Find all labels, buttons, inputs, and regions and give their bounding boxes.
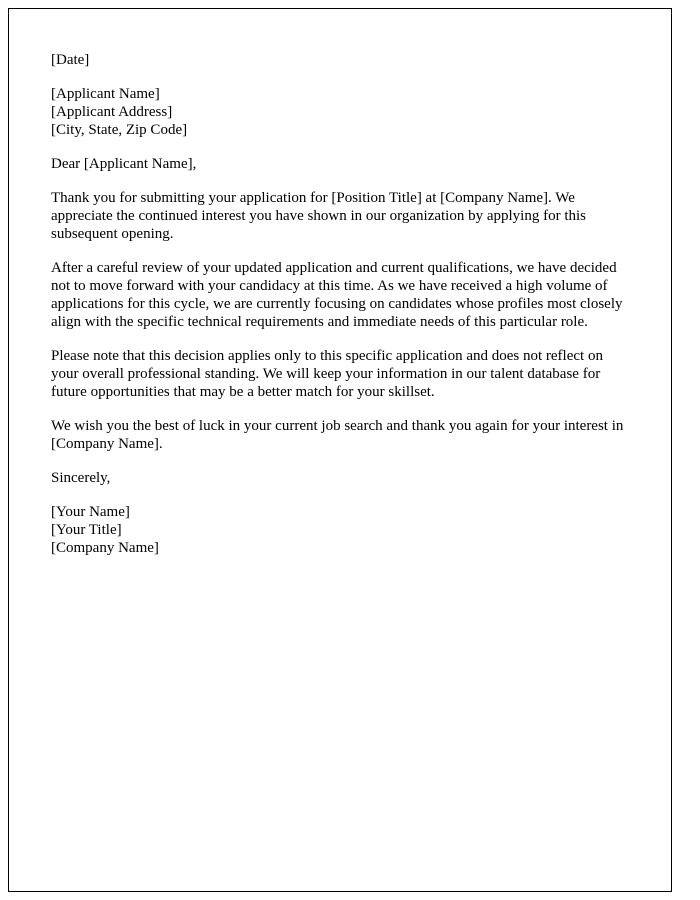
signature-title: [Your Title] bbox=[51, 522, 122, 538]
closing: Sincerely, bbox=[51, 470, 111, 486]
signature-company: [Company Name] bbox=[51, 540, 159, 556]
salutation-block bbox=[51, 155, 629, 173]
recipient-address: [Applicant Address] bbox=[51, 104, 173, 120]
closing-block bbox=[51, 469, 629, 487]
recipient-name: [Applicant Name] bbox=[51, 86, 160, 102]
signature-name: [Your Name] bbox=[51, 504, 130, 520]
paragraph-decision: After a careful review of your updated application and current qualifications, we have decided not to move forward with your candidacy at this time. As we have received a high volume of applications for this cycle, we are currently focusing on candidates whose profiles most closely align with the specific technical requirements and immediate needs of this particular role. bbox=[51, 260, 623, 330]
date-line: [Date] bbox=[51, 52, 90, 68]
recipient-city-state-zip: [City, State, Zip Code] bbox=[51, 122, 188, 138]
paragraph-well-wishes: We wish you the best of luck in your current job search and thank you again for your interest in [Company Name]. bbox=[51, 418, 624, 452]
date-block bbox=[51, 51, 629, 69]
letter-page bbox=[8, 8, 672, 892]
letter-content bbox=[9, 9, 671, 557]
paragraph-thank-you: Thank you for submitting your application for [Position Title] at [Company Name]. We appreciate the continued interest you have shown in our organization by applying for this subsequent opening. bbox=[51, 190, 586, 242]
salutation: Dear [Applicant Name], bbox=[51, 156, 197, 172]
paragraph-note: Please note that this decision applies only to this specific application and does not reflect on your overall professional standing. We will keep your information in our talent database for future opportunities that may be a better match for your skillset. bbox=[51, 348, 603, 400]
recipient-block bbox=[51, 85, 629, 139]
signature-block bbox=[51, 503, 629, 557]
